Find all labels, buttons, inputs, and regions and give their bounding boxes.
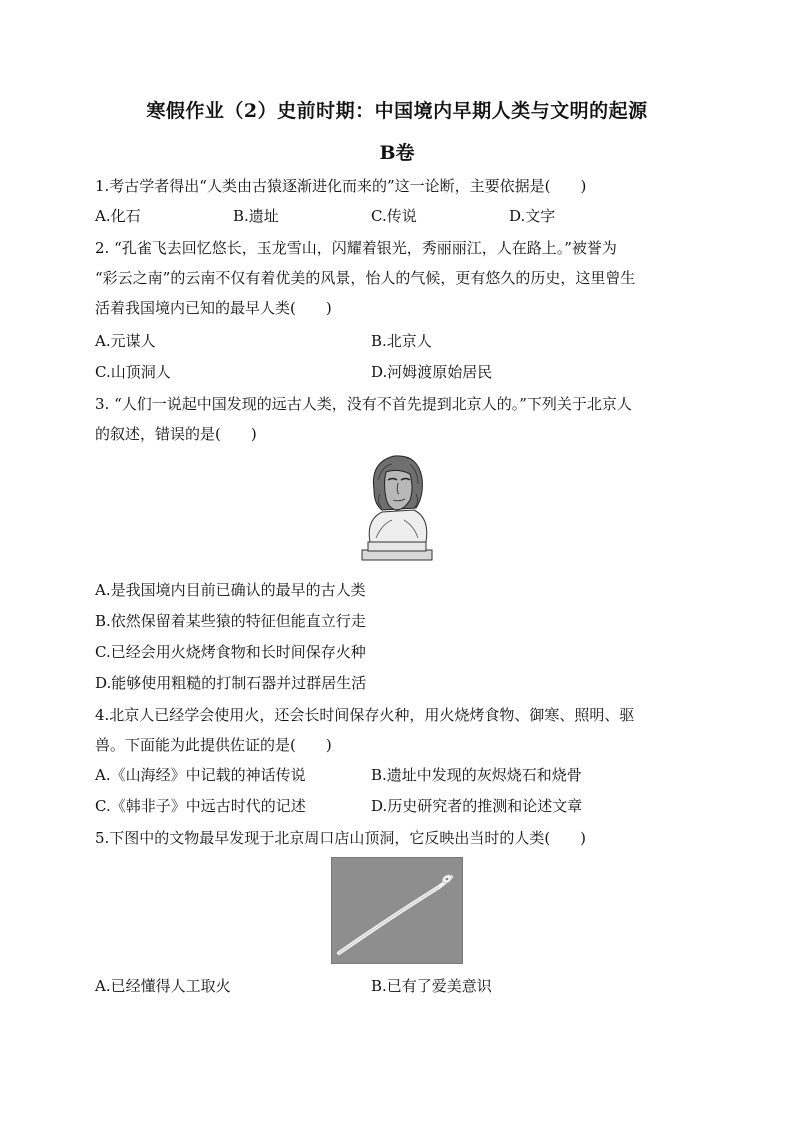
q2-stem-line-2: “彩云之南”的云南不仅有着优美的风景，怡人的气候，更有悠久的历史，这里曾生 xyxy=(95,269,636,287)
q4-option-d: D.历史研究者的推测和论述文章 xyxy=(371,797,583,815)
q2-option-a: A.元谋人 xyxy=(95,332,156,350)
q3-option-d: D.能够使用粗糙的打制石器并过群居生活 xyxy=(95,674,367,692)
q3-stem-line-2: 的叙述，错误的是( ) xyxy=(95,425,257,443)
q4-option-a: A.《山海经》中记载的神话传说 xyxy=(95,766,306,784)
q1-option-a: A.化石 xyxy=(95,207,141,225)
q3-option-b: B.依然保留着某些猿的特征但能直立行走 xyxy=(95,612,366,630)
q1-stem: 1.考古学者得出“人类由古猿逐渐进化而来的”这一论断，主要依据是( ) xyxy=(95,177,587,195)
bone-needle-image xyxy=(331,857,463,964)
q4-stem-line-2: 兽。下面能为此提供佐证的是( ) xyxy=(95,736,332,754)
q3-stem-line-1: 3. “人们一说起中国发现的远古人类，没有不首先提到北京人的。”下列关于北京人 xyxy=(95,395,632,413)
page-title: 寒假作业（2）史前时期：中国境内早期人类与文明的起源 xyxy=(146,100,648,122)
q3-option-a: A.是我国境内目前已确认的最早的古人类 xyxy=(95,581,366,599)
q5-option-b: B.已有了爱美意识 xyxy=(371,977,492,995)
q5-option-a: A.已经懂得人工取火 xyxy=(95,977,231,995)
q2-stem-line-1: 2. “孔雀飞去回忆悠长，玉龙雪山，闪耀着银光，秀丽丽江，人在路上。”被誉为 xyxy=(95,239,617,257)
page-subtitle: B卷 xyxy=(379,142,415,164)
q1-option-b: B.遗址 xyxy=(233,207,279,225)
q2-option-c: C.山顶洞人 xyxy=(95,363,171,381)
q5-stem: 5.下图中的文物最早发现于北京周口店山顶洞，它反映出当时的人类( ) xyxy=(95,829,587,847)
q4-option-c: C.《韩非子》中远古时代的记述 xyxy=(95,797,306,815)
q1-option-c: C.传说 xyxy=(371,207,417,225)
q2-option-d: D.河姆渡原始居民 xyxy=(371,363,493,381)
q2-option-b: B.北京人 xyxy=(371,332,432,350)
peking-man-bust-image xyxy=(352,450,442,565)
q2-stem-line-3: 活着我国境内已知的最早人类( ) xyxy=(95,299,332,317)
q4-stem-line-1: 4.北京人已经学会使用火，还会长时间保存火种，用火烧烤食物、御寒、照明、驱 xyxy=(95,706,635,724)
q4-option-b: B.遗址中发现的灰烬烧石和烧骨 xyxy=(371,766,582,784)
q3-option-c: C.已经会用火烧烤食物和长时间保存火种 xyxy=(95,643,366,661)
q1-option-d: D.文字 xyxy=(509,207,556,225)
